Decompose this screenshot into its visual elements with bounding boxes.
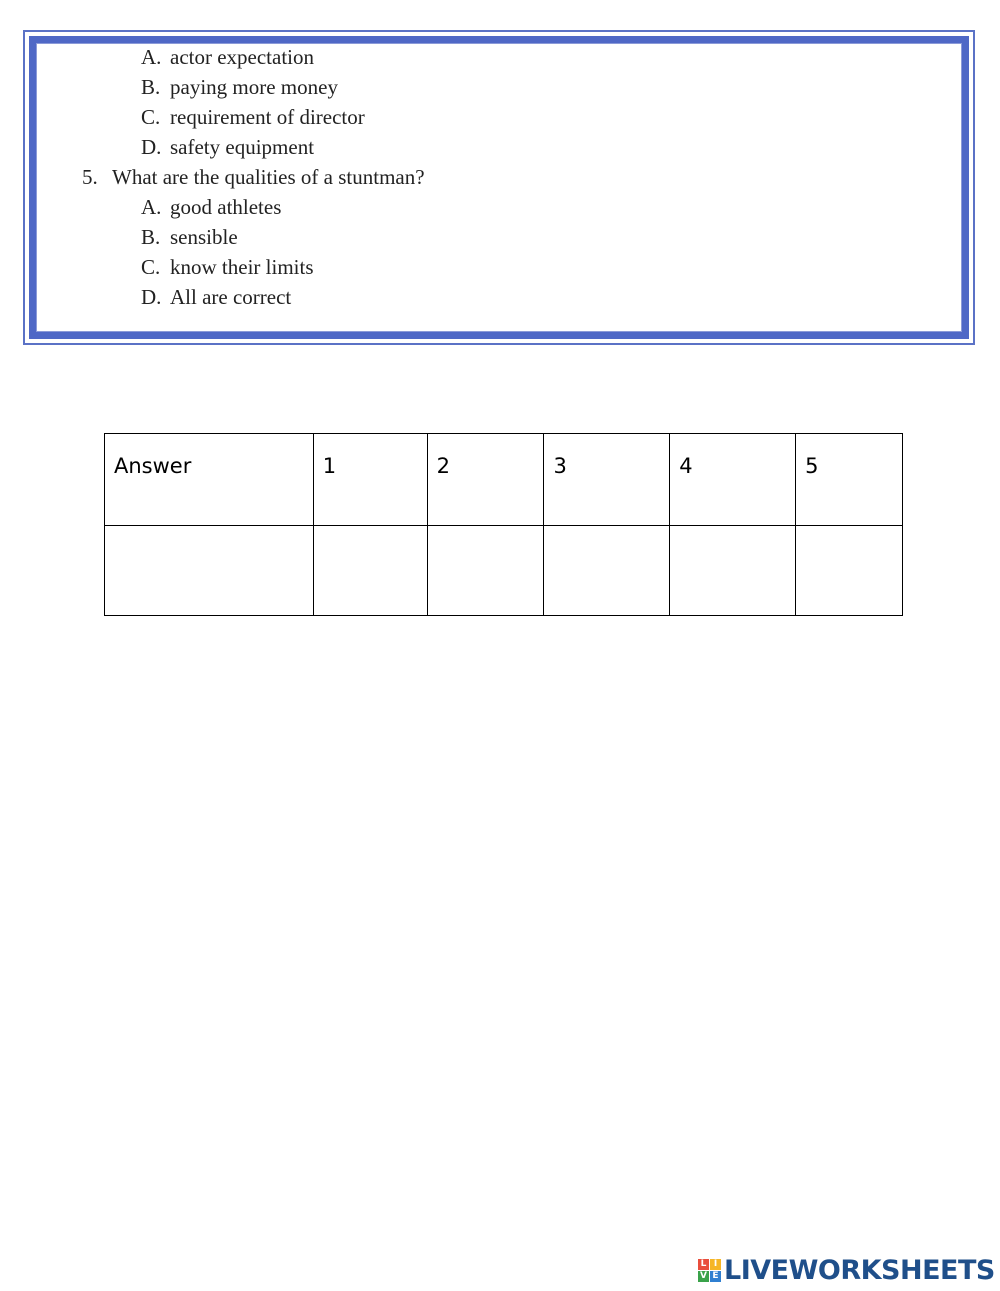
- answer-blank-1[interactable]: [313, 526, 427, 616]
- answer-blank-4[interactable]: [670, 526, 796, 616]
- logo-cube-icon: L I V E: [698, 1259, 721, 1282]
- answer-header-2: 2: [427, 434, 544, 526]
- answer-table: [104, 433, 903, 616]
- logo-text: LIVEWORKSHEETS: [724, 1254, 995, 1286]
- q5-option-a: A. good athletes: [141, 195, 282, 219]
- answer-blank-5[interactable]: [796, 526, 903, 616]
- answer-header-3: 3: [544, 434, 670, 526]
- q5-option-b: B. sensible: [141, 225, 238, 249]
- answer-blank-2[interactable]: [427, 526, 544, 616]
- answer-header-5: 5: [796, 434, 903, 526]
- answer-blank-label: [105, 526, 314, 616]
- answer-blank-3[interactable]: [544, 526, 670, 616]
- q5-option-c: C. know their limits: [141, 255, 314, 279]
- q4-option-c: C. requirement of director: [141, 105, 365, 129]
- answer-header-4: 4: [670, 434, 796, 526]
- answer-header-label: Answer: [105, 434, 314, 526]
- q4-option-b: B. paying more money: [141, 75, 338, 99]
- answer-table-entry-row: [105, 526, 903, 616]
- q5-option-d: D. All are correct: [141, 285, 292, 309]
- question-5: 5. What are the qualities of a stuntman?: [82, 165, 425, 189]
- answer-table-header-row: [105, 434, 903, 526]
- answer-header-1: 1: [313, 434, 427, 526]
- liveworksheets-logo: [698, 1253, 995, 1287]
- q4-option-a: A. actor expectation: [141, 45, 315, 69]
- q4-option-d: D. safety equipment: [141, 135, 315, 159]
